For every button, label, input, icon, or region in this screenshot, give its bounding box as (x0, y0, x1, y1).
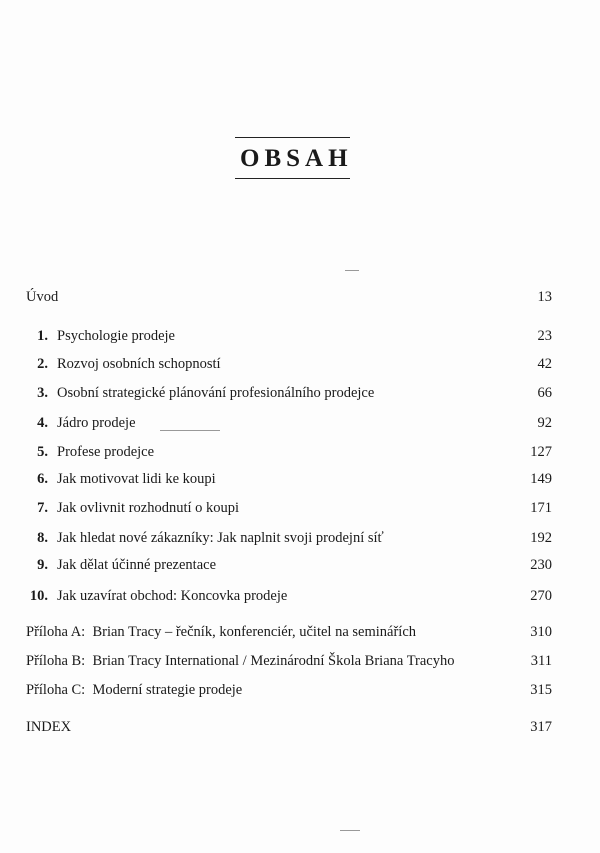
rule-bottom (235, 178, 350, 179)
entry-label: Jak hledat nové zákazníky: Jak naplnit svoji prodejní síť (57, 530, 384, 546)
page-title: OBSAH (240, 145, 353, 172)
entry-page: 149 (530, 471, 552, 487)
toc-entry-chapter (26, 529, 552, 547)
toc-entry-appendix (26, 623, 552, 641)
entry-label: Příloha B: Brian Tracy International / Mezinárodní Škola Briana Tracyho (26, 653, 455, 669)
chapter-number: 3. (37, 385, 48, 401)
entry-page: 192 (530, 530, 552, 546)
scan-mark (345, 270, 359, 271)
entry-page: 230 (530, 557, 552, 573)
toc-entry-chapter (26, 414, 552, 432)
chapter-number: 8. (37, 530, 48, 546)
entry-label: Psychologie prodeje (57, 328, 175, 344)
entry-page: 92 (537, 415, 552, 431)
entry-label: Příloha C: Moderní strategie prodeje (26, 682, 243, 698)
entry-label: Jak motivovat lidi ke koupi (57, 471, 216, 487)
entry-page: 42 (537, 356, 552, 372)
entry-page: 317 (530, 719, 552, 735)
toc-entry-chapter (26, 499, 552, 517)
chapter-number: 9. (37, 557, 48, 573)
chapter-number: 10. (29, 588, 48, 604)
entry-page: 127 (530, 444, 552, 460)
entry-label: Jádro prodeje (57, 415, 136, 431)
entry-label: Rozvoj osobních schopností (57, 356, 221, 372)
toc-entry-chapter (26, 587, 552, 605)
chapter-number: 1. (37, 328, 48, 344)
scan-mark (160, 430, 220, 431)
entry-label: INDEX (26, 719, 72, 735)
entry-page: 171 (530, 500, 552, 516)
chapter-number: 7. (37, 500, 48, 516)
entry-label: Jak ovlivnit rozhodnutí o koupi (57, 500, 240, 516)
chapter-number: 2. (37, 356, 48, 372)
entry-page: 66 (537, 385, 552, 401)
scan-mark (340, 830, 360, 831)
toc-entry-intro (26, 288, 552, 306)
toc-entry-chapter (26, 355, 552, 373)
toc-heading (235, 137, 353, 179)
entry-label: Úvod (26, 289, 59, 305)
toc-entry-chapter (26, 443, 552, 461)
entry-page: 311 (530, 653, 552, 669)
toc-entry-chapter (26, 384, 552, 402)
entry-label: Jak uzavírat obchod: Koncovka prodeje (57, 588, 288, 604)
entry-label: Jak dělat účinné prezentace (57, 557, 217, 573)
entry-label: Profese prodejce (57, 444, 155, 460)
toc-entry-chapter (26, 556, 552, 574)
entry-page: 13 (537, 289, 552, 305)
entry-page: 270 (530, 588, 552, 604)
entry-page: 23 (537, 328, 552, 344)
entry-page: 315 (530, 682, 552, 698)
toc-entry-appendix (26, 681, 552, 699)
chapter-number: 5. (37, 444, 48, 460)
entry-label: Příloha A: Brian Tracy – řečník, konferenciér, učitel na seminářích (26, 624, 416, 640)
toc-entry-chapter (26, 327, 552, 345)
toc-entry-appendix (26, 652, 552, 670)
chapter-number: 6. (37, 471, 48, 487)
entry-label: Osobní strategické plánování profesionálního prodejce (57, 385, 375, 401)
chapter-number: 4. (37, 415, 48, 431)
toc-entry-chapter (26, 470, 552, 488)
toc-entry-index (26, 718, 552, 736)
entry-page: 310 (530, 624, 552, 640)
